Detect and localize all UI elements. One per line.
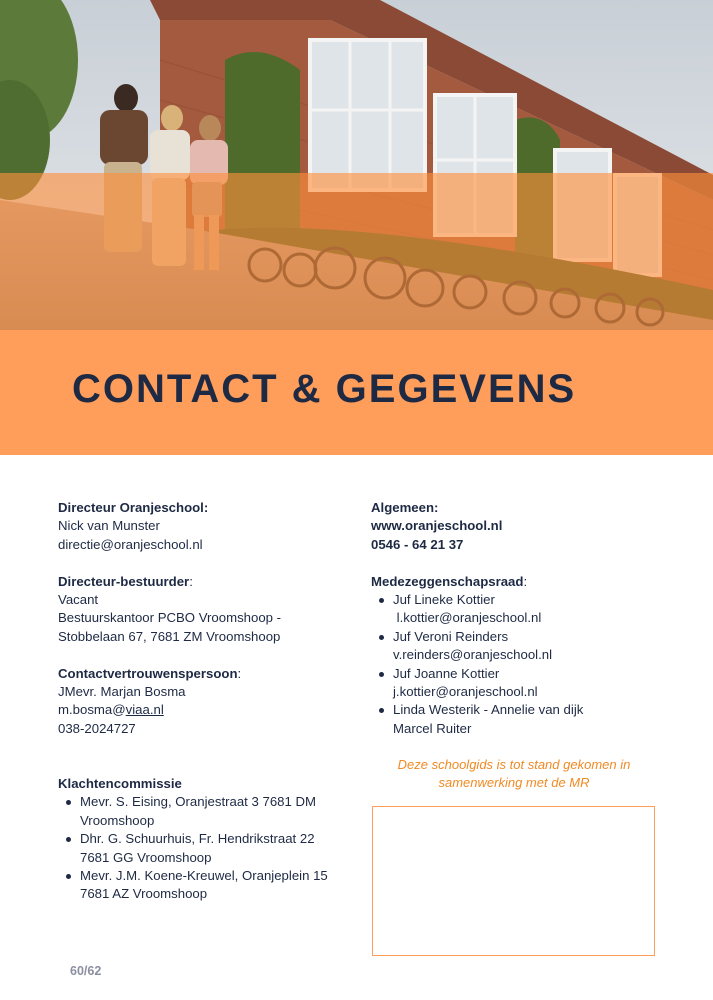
vertrouwenspersoon-name: JMevr. Marjan Bosma [58, 684, 186, 700]
right-column [371, 499, 671, 757]
member-line2: Marcel Ruiter [393, 720, 472, 736]
list-item [393, 701, 671, 738]
bestuurder-office-line1: Bestuurskantoor PCBO Vroomshoop - [58, 610, 282, 626]
member-line1: Dhr. G. Schuurhuis, Fr. Hendrikstraat 22 [80, 831, 315, 847]
list-item [393, 665, 671, 702]
mr-block [371, 573, 671, 739]
member-line2: 7681 AZ Vroomshoop [80, 886, 208, 902]
member-line1: Mevr. S. Eising, Oranjestraat 3 7681 DM [80, 794, 317, 810]
page-number: 60/62 [70, 964, 102, 978]
list-item [80, 830, 348, 867]
vertrouwenspersoon-email-link[interactable]: viaa.nl [125, 702, 164, 718]
member-email[interactable]: j.kottier@oranjeschool.nl [393, 684, 538, 700]
directeur-name: Nick van Munster [58, 518, 160, 534]
member-line2: Vroomshoop [80, 812, 155, 828]
school-phone: 0546 - 64 21 37 [371, 536, 464, 552]
member-line1: Mevr. J.M. Koene-Kreuwel, Oranjeplein 15 [80, 868, 328, 884]
bestuurder-office-line2: Stobbelaan 67, 7681 ZM Vroomshoop [58, 628, 281, 644]
member-line1: Juf Joanne Kottier [393, 665, 500, 681]
page-title: CONTACT & GEGEVENS [72, 367, 577, 411]
vertrouwenspersoon-email-user: m.bosma@ [58, 702, 126, 718]
mr-heading [371, 573, 671, 591]
bestuurder-status: Vacant [58, 592, 99, 608]
member-email[interactable]: v.reinders@oranjeschool.nl [393, 647, 553, 663]
mr-label: Medezeggenschapsraad [371, 573, 524, 589]
list-item [393, 591, 671, 628]
mr-note-line2: samenwerking met de MR [438, 775, 590, 791]
bestuurder-colon: : [189, 573, 193, 589]
vertrouwenspersoon-heading [58, 665, 348, 683]
member-line1: Juf Lineke Kottier [393, 592, 495, 608]
spacer [58, 757, 348, 775]
bestuurder-heading [58, 573, 348, 591]
algemeen-label: Algemeen: [371, 500, 439, 515]
list-item [80, 793, 348, 830]
klachtencommissie-list [58, 793, 348, 903]
member-line1: Juf Veroni Reinders [393, 628, 509, 644]
directeur-email[interactable]: directie@oranjeschool.nl [58, 536, 203, 552]
member-line1: Linda Westerik - Annelie van dijk [393, 702, 584, 718]
directeur-label: Directeur Oranjeschool: [58, 500, 209, 515]
bestuurder-label: Directeur-bestuurder [58, 573, 190, 589]
member-line2: 7681 GG Vroomshoop [80, 849, 212, 865]
hero-section [0, 0, 713, 455]
vertrouwenspersoon-phone: 038-2024727 [58, 720, 136, 736]
mr-note [371, 756, 657, 793]
directeur-block [58, 499, 348, 554]
vertrouwenspersoon-email[interactable] [58, 701, 348, 719]
mr-note-line1: Deze schoolgids is tot stand gekomen in [397, 757, 631, 772]
vertrouwenspersoon-block [58, 665, 348, 739]
left-column [58, 499, 348, 922]
klachtencommissie-block [58, 775, 348, 904]
empty-framed-box [372, 806, 655, 956]
bestuurder-block [58, 573, 348, 647]
vertrouwenspersoon-colon: : [237, 665, 242, 681]
list-item [393, 628, 671, 665]
klachtencommissie-label: Klachtencommissie [58, 776, 182, 792]
algemeen-block [371, 499, 671, 554]
member-email[interactable]: l.kottier@oranjeschool.nl [393, 610, 542, 626]
vertrouwenspersoon-label: Contactvertrouwenspersoon [58, 665, 238, 681]
hero-orange-overlay [0, 173, 713, 330]
list-item [80, 867, 348, 904]
mr-list [371, 591, 671, 738]
mr-colon: : [523, 573, 528, 589]
website-link[interactable]: www.oranjeschool.nl [371, 518, 503, 534]
